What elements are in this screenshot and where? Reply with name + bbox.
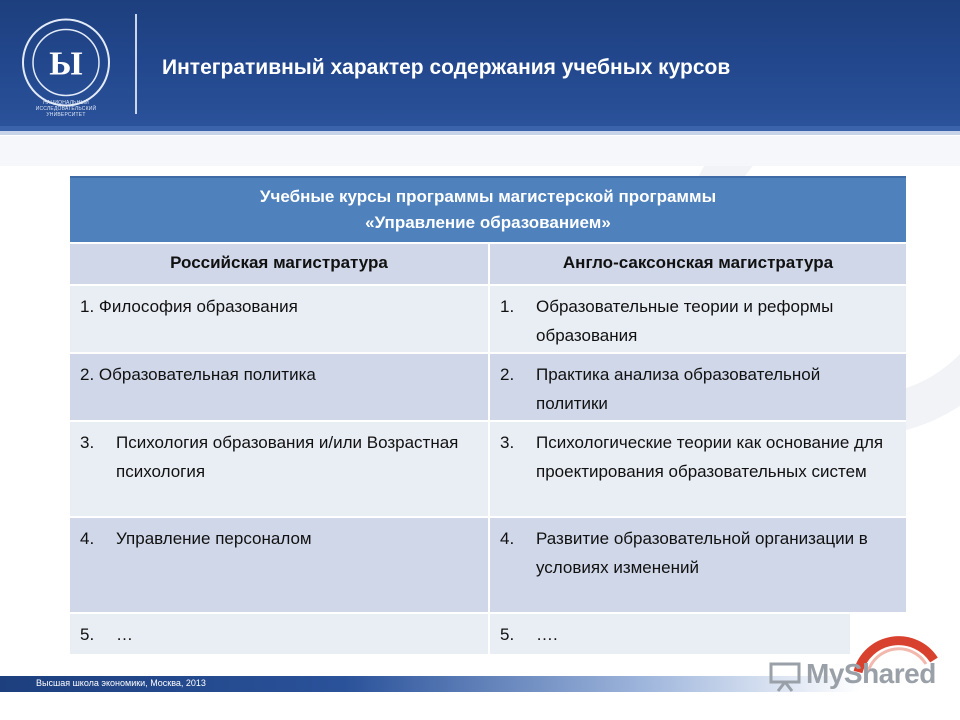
table-cell-right: [488, 518, 906, 612]
cell-text: 1. Философия образования: [80, 297, 298, 316]
cell-text: ….: [536, 625, 558, 644]
header-divider: [135, 14, 137, 114]
item-number: 4.: [80, 529, 95, 548]
table-cell-right: [488, 422, 906, 516]
table-cell-right: [488, 354, 906, 420]
page-title: Интегративный характер содержания учебных курсов: [162, 56, 731, 79]
table-column-headers: [70, 242, 906, 284]
item-number: 1.: [500, 297, 515, 316]
column-header-russian: Российская магистратура: [70, 244, 488, 284]
table-cell-right: [488, 286, 906, 352]
table-row: [70, 612, 906, 654]
table-title-line2: «Управление образованием»: [365, 213, 611, 232]
item-number: 3.: [500, 433, 515, 452]
header-stripe-light: [0, 131, 960, 135]
table-row: [70, 420, 906, 516]
cell-text: …: [116, 625, 133, 644]
table-cell-left: [70, 422, 488, 516]
table-cell-left: [70, 518, 488, 612]
cell-text: Развитие образовательной организации в условиях изменений: [536, 529, 868, 577]
cell-text: Практика анализа образовательной политики: [536, 365, 821, 413]
cell-text: Психологические теории как основание для проектирования образовательных систем: [536, 433, 884, 481]
table-cell-left: [70, 614, 488, 654]
table-title-line1: Учебные курсы программы магистерской программы: [259, 187, 717, 206]
table-title: [70, 176, 906, 242]
presentation-icon: [768, 660, 802, 692]
item-number: 5.: [80, 625, 95, 644]
item-number: 4.: [500, 529, 515, 548]
cell-text: 2. Образовательная политика: [80, 365, 316, 384]
footer-text: Высшая школа экономики, Москва, 2013: [36, 678, 206, 688]
table-cell-left: [70, 354, 488, 420]
item-number: 2.: [500, 365, 515, 384]
table-cell-right: [488, 614, 850, 654]
table-row: [70, 516, 906, 612]
cell-text: Управление персоналом: [116, 529, 312, 548]
watermark-text: MyShared: [806, 658, 936, 689]
svg-text:Ы: Ы: [49, 45, 83, 83]
table-cell-left: [70, 286, 488, 352]
cell-text: Образовательные теории и реформы образования: [536, 297, 834, 345]
column-header-anglo-saxon: Англо-саксонская магистратура: [488, 244, 906, 284]
logo-caption: НАЦИОНАЛЬНЫЙ ИССЛЕДОВАТЕЛЬСКИЙ УНИВЕРСИТЕТ: [35, 100, 97, 118]
header-banner: [0, 0, 960, 126]
table-row: [70, 284, 906, 352]
item-number: 5.: [500, 625, 515, 644]
cell-text: Психология образования и/или Возрастная психология: [116, 433, 459, 481]
table-row: [70, 352, 906, 420]
item-number: 3.: [80, 433, 95, 452]
courses-table: [70, 176, 906, 654]
